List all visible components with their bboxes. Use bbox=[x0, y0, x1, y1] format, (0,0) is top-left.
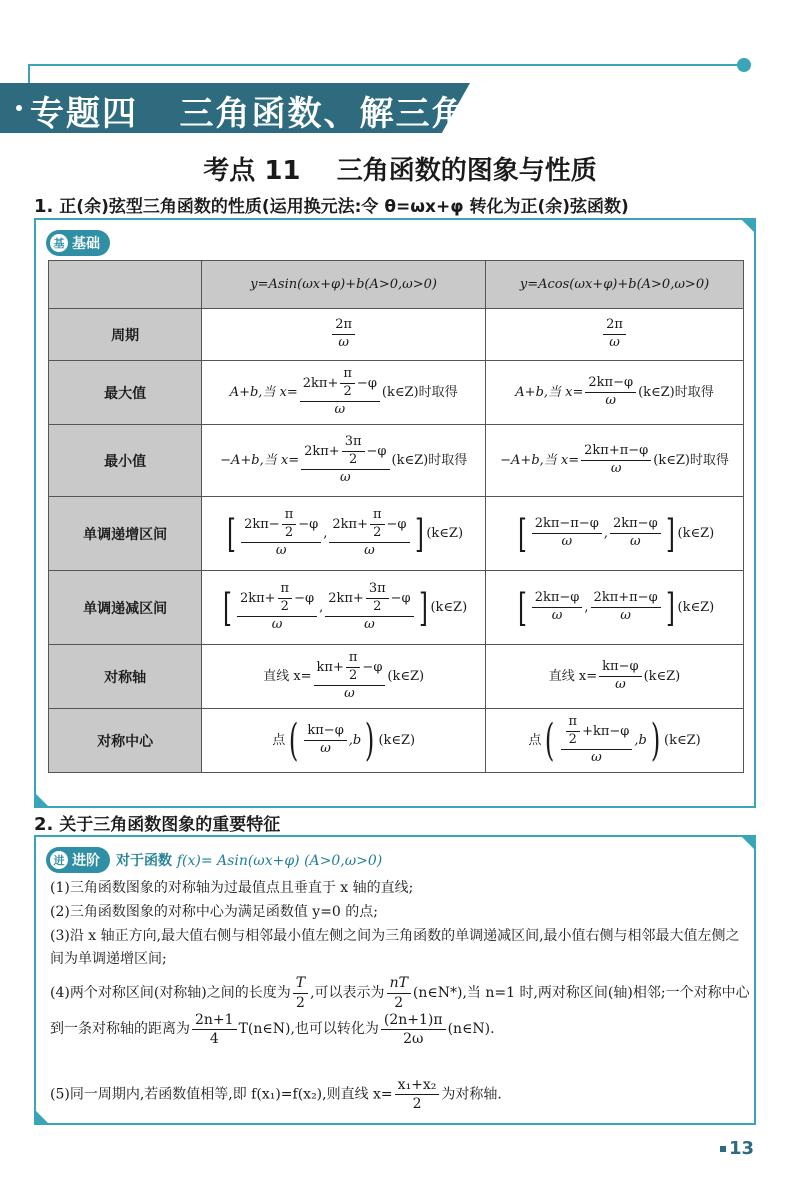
cell-dec-cos: [ $\frac{2k\pi-\varphi}{\omega}$ , $\frac{2k\pi+\pi-\varphi}{\omega}$ ] (k∈Z) bbox=[486, 571, 744, 645]
advanced-tag-label: 进阶 bbox=[72, 853, 100, 869]
table-corner-cell bbox=[49, 261, 202, 309]
section2-heading bbox=[34, 810, 280, 835]
cell-axis-cos: 直线 x= $\frac{k\pi-\varphi}{\omega}$ (k∈Z) bbox=[486, 645, 744, 709]
table-row-increasing bbox=[49, 497, 744, 571]
panel-corner bbox=[34, 792, 50, 808]
page-number: 13 bbox=[720, 1138, 754, 1159]
basics-panel bbox=[34, 218, 756, 808]
top-decor-line bbox=[28, 64, 744, 66]
feature-item-3: (3)沿 x 轴正方向,最大值右侧与相邻最小值左侧之间为三角函数的单调递减区间,最小值右侧与相邻最大值左侧之间为单调递增区间; bbox=[50, 928, 740, 968]
table-row-decreasing bbox=[49, 571, 744, 645]
col-header-sin: y=Asin(ωx+φ)+b(A>0,ω>0) bbox=[202, 261, 486, 309]
table-row-axis bbox=[49, 645, 744, 709]
cell-inc-sin: [ 2kπ− $\frac{\pi}{2}$ −φ ω , 2kπ+ $\frac{\pi}{2}$ −φ ω ] (k∈Z) bbox=[202, 497, 486, 571]
cell-dec-sin: [ 2kπ+ $\frac{\pi}{2}$ −φ ω , 2kπ+ $\frac{3\pi}{2}$ −φ ω ] (k∈Z) bbox=[202, 571, 486, 645]
basics-tag bbox=[46, 230, 110, 256]
cell-min-sin: −A+b,当 x= 2kπ+ $\frac{3\pi}{2}$ −φ ω (k∈Z)时取得 bbox=[202, 425, 486, 497]
banner-dot bbox=[16, 105, 22, 111]
top-decor-dot bbox=[737, 58, 751, 72]
row-label-period: 周期 bbox=[49, 309, 202, 361]
section2-heading-text: 关于三角函数图象的重要特征 bbox=[59, 815, 281, 835]
advanced-tag bbox=[46, 847, 110, 873]
row-label-max: 最大值 bbox=[49, 361, 202, 425]
feature-item-4: (4)两个对称区间(对称轴)之间的长度为 $\frac{T}{2}$ ,可以表示为 $\frac{nT}{2}$ (n∈N*),当 n=1 时,两对称区间(轴)相邻;一个对称中心到一条对称轴的距离为 $\frac{2n+1}{4}$ T(n∈N),也可以转化为 $\frac{(2n+1)\pi}{2\omega}$ (n∈N). bbox=[50, 975, 750, 1047]
chapter-title: 专题四 三角函数、解三角形 bbox=[30, 94, 504, 134]
panel-corner bbox=[740, 218, 756, 234]
section-title: 考点 11 三角函数的图象与性质 bbox=[203, 156, 597, 186]
advanced-tag-icon: 进 bbox=[50, 851, 68, 869]
page-number-marker bbox=[720, 1146, 726, 1152]
table-row-min bbox=[49, 425, 744, 497]
feature-item-2: (2)三角函数图象的对称中心为满足函数值 y=0 的点; bbox=[50, 904, 378, 920]
cell-max-cos: A+b,当 x= $\frac{2k\pi-\varphi}{\omega}$ (k∈Z)时取得 bbox=[486, 361, 744, 425]
feature-item-1: (1)三角函数图象的对称轴为过最值点且垂直于 x 轴的直线; bbox=[50, 880, 414, 896]
table-row-center bbox=[49, 709, 744, 773]
section1-number: 1. bbox=[34, 196, 54, 217]
panel-corner bbox=[740, 835, 756, 851]
cell-period-sin: $\frac{2\pi}{\omega}$ bbox=[202, 309, 486, 361]
table-row-max bbox=[49, 361, 744, 425]
section1-heading-text: 正(余)弦型三角函数的性质(运用换元法:令 θ=ωx+φ 转化为正(余)弦函数) bbox=[59, 197, 629, 217]
row-label-min: 最小值 bbox=[49, 425, 202, 497]
row-label-decreasing: 单调递减区间 bbox=[49, 571, 202, 645]
table-row-period bbox=[49, 309, 744, 361]
cell-center-sin: 点( $\frac{k\pi-\varphi}{\omega}$ ,b) (k∈Z) bbox=[202, 709, 486, 773]
cell-max-sin: A+b,当 x= 2kπ+ $\frac{\pi}{2}$ −φ ω (k∈Z)时取得 bbox=[202, 361, 486, 425]
cell-min-cos: −A+b,当 x= $\frac{2k\pi+\pi-\varphi}{\omega}$ (k∈Z)时取得 bbox=[486, 425, 744, 497]
section1-heading bbox=[34, 192, 629, 217]
row-label-axis: 对称轴 bbox=[49, 645, 202, 709]
basics-tag-label: 基础 bbox=[72, 236, 100, 252]
panel-corner bbox=[34, 1109, 50, 1125]
basics-tag-icon: 基 bbox=[50, 234, 68, 252]
cell-axis-sin: 直线 x= kπ+ $\frac{\pi}{2}$ −φ ω (k∈Z) bbox=[202, 645, 486, 709]
feature-item-5: (5)同一周期内,若函数值相等,即 f(x₁)=f(x₂),则直线 x= $\frac{\text{x₁+x₂}}{2}$ 为对称轴. bbox=[50, 1077, 502, 1113]
cell-center-cos: 点( $\frac{\pi}{2}$ +kπ−φ ω ,b) (k∈Z) bbox=[486, 709, 744, 773]
row-label-increasing: 单调递增区间 bbox=[49, 497, 202, 571]
properties-table bbox=[48, 260, 744, 773]
cell-inc-cos: [ $\frac{2k\pi-\pi-\varphi}{\omega}$ , $\frac{2k\pi-\varphi}{\omega}$ ] (k∈Z) bbox=[486, 497, 744, 571]
section2-number: 2. bbox=[34, 814, 54, 835]
col-header-cos: y=Acos(ωx+φ)+b(A>0,ω>0) bbox=[486, 261, 744, 309]
row-label-center: 对称中心 bbox=[49, 709, 202, 773]
advanced-panel bbox=[34, 835, 756, 1125]
cell-period-cos: $\frac{2\pi}{\omega}$ bbox=[486, 309, 744, 361]
advanced-title: 对于函数 f(x)= Asin(ωx+φ) (A>0,ω>0) bbox=[116, 853, 383, 869]
table-header-row bbox=[49, 261, 744, 309]
